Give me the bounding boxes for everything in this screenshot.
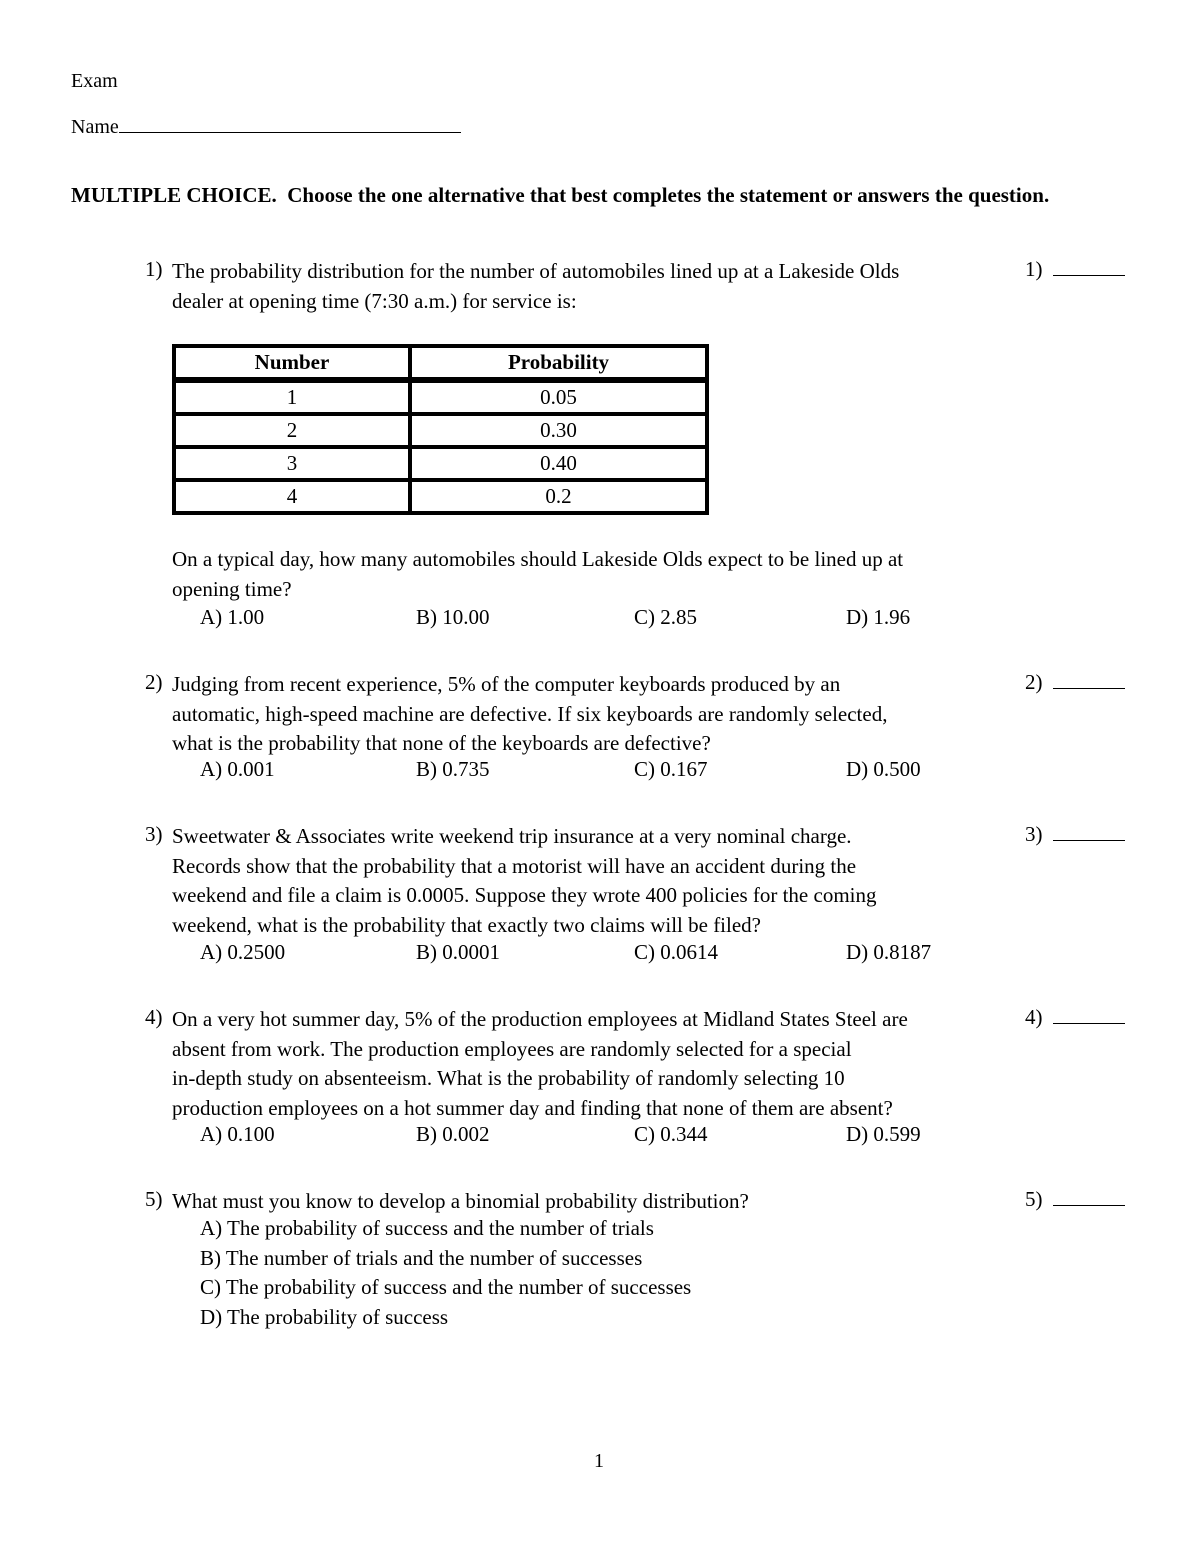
question-1-followup-line: opening time? (172, 576, 292, 601)
probability-distribution-table (172, 344, 709, 515)
question-4-option-d[interactable]: D) 0.599 (846, 1122, 921, 1146)
question-4-option-a[interactable]: A) 0.100 (200, 1122, 275, 1146)
question-3-option-d[interactable]: D) 0.8187 (846, 940, 932, 964)
question-3-option-b[interactable]: B) 0.0001 (416, 940, 500, 964)
table-header-row (175, 347, 706, 380)
question-5-text (172, 1187, 749, 1217)
question-1-line: The probability distribution for the number of automobiles lined up at a Lakeside Olds (172, 259, 900, 283)
name-field-row (71, 113, 461, 139)
question-5-option-b[interactable]: B) The number of trials and the number of successes (200, 1246, 643, 1270)
question-2-option-b[interactable]: B) 0.735 (416, 757, 490, 781)
question-4-line: On a very hot summer day, 5% of the production employees at Midland States Steel are (172, 1007, 908, 1031)
question-3-line: weekend and file a claim is 0.0005. Suppose they wrote 400 policies for the coming (172, 883, 877, 907)
answer-blank-4[interactable] (1053, 1005, 1125, 1024)
question-5-option-c[interactable]: C) The probability of success and the number of successes (200, 1275, 692, 1299)
table-cell-probability: 0.30 (411, 413, 706, 446)
instructions-lead: MULTIPLE CHOICE. (71, 183, 277, 207)
answer-slot-4-number: 4) (1025, 1005, 1043, 1029)
exam-title: Exam (71, 70, 118, 92)
question-2-number: 2) (145, 670, 163, 694)
question-1-followup-line: On a typical day, how many automobiles should Lakeside Olds expect to be lined up at (172, 547, 904, 571)
question-4-option-b[interactable]: B) 0.002 (416, 1122, 490, 1146)
name-blank-line[interactable] (119, 113, 461, 133)
question-5-option-d[interactable]: D) The probability of success (200, 1305, 449, 1329)
question-2-option-c[interactable]: C) 0.167 (634, 757, 708, 781)
question-4-line: absent from work. The production employees are randomly selected for a special (172, 1036, 852, 1061)
question-2-line: Judging from recent experience, 5% of the computer keyboards produced by an (172, 672, 841, 696)
table-header-probability: Probability (411, 347, 706, 380)
table-cell-number: 3 (175, 446, 411, 479)
answer-blank-1[interactable] (1053, 257, 1125, 276)
table-cell-number: 1 (175, 380, 411, 413)
question-3-line: Sweetwater & Associates write weekend trip insurance at a very nominal charge. (172, 824, 852, 848)
answer-blank-5[interactable] (1053, 1187, 1125, 1206)
question-1-option-b[interactable]: B) 10.00 (416, 605, 490, 629)
question-3-option-c[interactable]: C) 0.0614 (634, 940, 718, 964)
answer-slot-1[interactable] (1025, 257, 1125, 282)
table-cell-number: 2 (175, 413, 411, 446)
question-2-option-d[interactable]: D) 0.500 (846, 757, 921, 781)
question-5-number: 5) (145, 1187, 163, 1211)
question-1-option-a[interactable]: A) 1.00 (200, 605, 265, 629)
question-1-text (172, 257, 899, 316)
question-1-option-c[interactable]: C) 2.85 (634, 605, 697, 629)
question-1-followup (172, 545, 903, 604)
question-1-number: 1) (145, 257, 163, 281)
table-cell-probability: 0.05 (411, 380, 706, 413)
answer-blank-3[interactable] (1053, 822, 1125, 841)
question-2-line: what is the probability that none of the keyboards are defective? (172, 731, 711, 755)
answer-slot-1-number: 1) (1025, 257, 1043, 281)
table-row (175, 446, 706, 479)
question-3-number: 3) (145, 822, 163, 846)
answer-slot-2[interactable] (1025, 670, 1125, 695)
answer-slot-2-number: 2) (1025, 670, 1043, 694)
table-row (175, 479, 706, 512)
answer-slot-3-number: 3) (1025, 822, 1043, 846)
question-3-line: weekend, what is the probability that exactly two claims will be filed? (172, 912, 761, 937)
answer-slot-3[interactable] (1025, 822, 1125, 847)
table-cell-probability: 0.40 (411, 446, 706, 479)
question-2-line: automatic, high-speed machine are defective. If six keyboards are randomly selected, (172, 701, 888, 726)
question-3-line: Records show that the probability that a motorist will have an accident during the (172, 853, 857, 878)
name-label: Name (71, 116, 119, 138)
table-header-number: Number (175, 347, 411, 380)
question-4-line: production employees on a hot summer day and finding that none of them are absent? (172, 1095, 893, 1120)
question-5-option-a[interactable]: A) The probability of success and the number of trials (200, 1216, 654, 1240)
table-cell-probability: 0.2 (411, 479, 706, 512)
page-number: 1 (594, 1450, 604, 1472)
answer-slot-5[interactable] (1025, 1187, 1125, 1212)
question-4-line: in-depth study on absenteeism. What is the probability of randomly selecting 10 (172, 1066, 845, 1090)
table-cell-number: 4 (175, 479, 411, 512)
answer-slot-5-number: 5) (1025, 1187, 1043, 1211)
answer-slot-4[interactable] (1025, 1005, 1125, 1030)
instructions-text: Choose the one alternative that best completes the statement or answers the question. (287, 183, 1050, 207)
question-1-option-d[interactable]: D) 1.96 (846, 605, 911, 629)
question-5-line: What must you know to develop a binomial probability distribution? (172, 1189, 749, 1213)
question-1-line: dealer at opening time (7:30 a.m.) for service is: (172, 288, 577, 313)
question-4-text (172, 1005, 908, 1123)
answer-blank-2[interactable] (1053, 670, 1125, 689)
question-3-option-a[interactable]: A) 0.2500 (200, 940, 286, 964)
table-row (175, 413, 706, 446)
question-3-text (172, 822, 877, 940)
question-4-option-c[interactable]: C) 0.344 (634, 1122, 708, 1146)
question-2-option-a[interactable]: A) 0.001 (200, 757, 275, 781)
question-2-text (172, 670, 887, 759)
table-row (175, 380, 706, 413)
instructions (71, 180, 1091, 210)
question-4-number: 4) (145, 1005, 163, 1029)
